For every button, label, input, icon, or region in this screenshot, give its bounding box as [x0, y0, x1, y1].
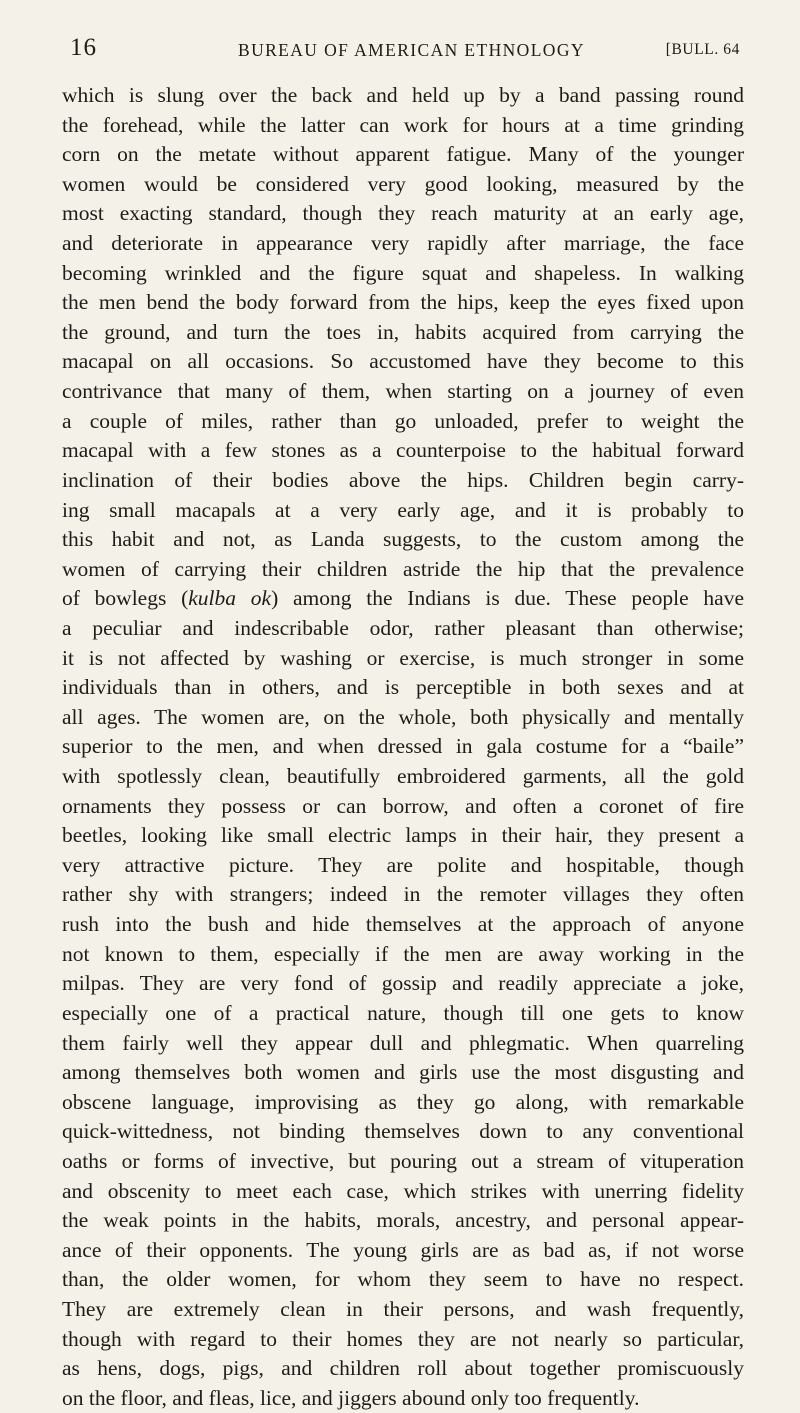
text-line: women would be considered very good looking, measured by the	[62, 171, 744, 196]
text-line: rather shy with strangers; indeed in the remoter villages they often	[62, 882, 744, 907]
text-line: most exacting standard, though they reach maturity at an early age,	[62, 201, 744, 226]
text-line: beetles, looking like small electric lamps in their hair, they present a	[62, 823, 744, 848]
text-line: as hens, dogs, pigs, and children roll about together promiscuously	[62, 1356, 744, 1381]
bulletin-reference: [BULL. 64	[665, 41, 740, 58]
text-line: on the floor, and fleas, lice, and jiggers abound only too frequently.	[62, 1385, 640, 1410]
body-paragraph	[62, 81, 744, 1413]
text-line: with spotlessly clean, beautifully embroidered garments, all the gold	[62, 764, 744, 789]
text-line: all ages. The women are, on the whole, both physically and mentally	[62, 704, 744, 729]
text-line: ance of their opponents. The young girls are as bad as, if not worse	[62, 1237, 744, 1262]
text-line: a peculiar and indescribable odor, rather pleasant than otherwise;	[62, 615, 744, 640]
text-line: macapal on all occasions. So accustomed have they become to this	[62, 349, 744, 374]
page-number: 16	[70, 34, 97, 61]
text-line: of bowlegs (kulba ok) among the Indians is due. These people have	[62, 586, 744, 611]
text-line: the weak points in the habits, morals, ancestry, and personal appear-	[62, 1208, 744, 1233]
text-line: the forehead, while the latter can work for hours at a time grinding	[62, 112, 744, 137]
running-title: BUREAU OF AMERICAN ETHNOLOGY	[238, 40, 585, 60]
text-line: which is slung over the back and held up by a band passing round	[62, 83, 744, 107]
text-line: corn on the metate without apparent fatigue. Many of the younger	[62, 142, 744, 167]
text-line: rush into the bush and hide themselves at the approach of anyone	[62, 912, 744, 937]
text-line: a couple of miles, rather than go unloaded, prefer to weight the	[62, 408, 744, 433]
text-line: contrivance that many of them, when starting on a journey of even	[62, 379, 744, 404]
text-line: than, the older women, for whom they seem to have no respect.	[62, 1267, 744, 1292]
text-line: the ground, and turn the toes in, habits acquired from carrying the	[62, 319, 744, 344]
text-line: especially one of a practical nature, though till one gets to know	[62, 1000, 744, 1025]
text-line: ing small macapals at a very early age, and it is probably to	[62, 497, 744, 522]
text-line: obscene language, improvising as they go along, with remarkable	[62, 1089, 744, 1114]
text-line: oaths or forms of invective, but pouring out a stream of vituperation	[62, 1148, 744, 1173]
text-line: and deteriorate in appearance very rapidly after marriage, the face	[62, 231, 744, 256]
text-line: it is not affected by washing or exercise, is much stronger in some	[62, 645, 744, 670]
running-header	[70, 34, 740, 64]
text-line: milpas. They are very fond of gossip and readily appreciate a joke,	[62, 971, 744, 996]
text-line: They are extremely clean in their persons, and wash frequently,	[62, 1296, 744, 1321]
text-line: quick-wittedness, not binding themselves down to any conventional	[62, 1119, 744, 1144]
text-line: women of carrying their children astride the hip that the prevalence	[62, 556, 744, 581]
text-line: among themselves both women and girls use the most disgusting and	[62, 1060, 744, 1085]
text-line: them fairly well they appear dull and phlegmatic. When quarreling	[62, 1030, 744, 1055]
text-line: superior to the men, and when dressed in gala costume for a “baile”	[62, 734, 744, 759]
text-line: the men bend the body forward from the hips, keep the eyes fixed upon	[62, 290, 744, 315]
text-line: this habit and not, as Landa suggests, to the custom among the	[62, 527, 744, 552]
maya-term: kulba ok	[188, 586, 272, 611]
text-line: ornaments they possess or can borrow, and often a coronet of fire	[62, 793, 744, 818]
text-line: not known to them, especially if the men are away working in the	[62, 941, 744, 966]
text-line: inclination of their bodies above the hips. Children begin carry-	[62, 467, 744, 492]
text-line: and obscenity to meet each case, which strikes with unerring fidelity	[62, 1178, 744, 1203]
text-line: becoming wrinkled and the figure squat and shapeless. In walking	[62, 260, 744, 285]
text-line: very attractive picture. They are polite and hospitable, though	[62, 852, 744, 877]
text-line: though with regard to their homes they are not nearly so particular,	[62, 1326, 744, 1351]
text-line: individuals than in others, and is perceptible in both sexes and at	[62, 675, 744, 700]
text-line: macapal with a few stones as a counterpoise to the habitual forward	[62, 438, 744, 463]
